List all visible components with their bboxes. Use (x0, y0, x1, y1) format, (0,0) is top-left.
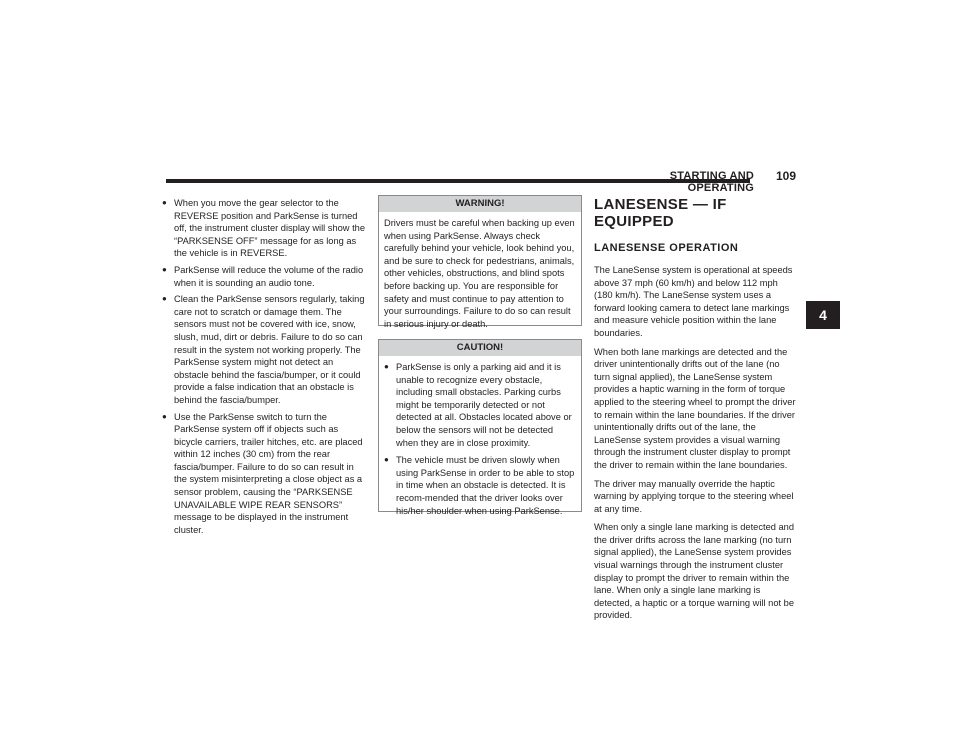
warning-text: Drivers must be careful when backing up even when using ParkSense. Always check carefully behind your vehicle, look behind you, and be sure to check for pedestrians, animals, other vehicles, obstructions, and blind spots before backing up. You are responsible for safety and must continue to pay attention to your surroundings. Failure to do so can result in serious injury or death. (384, 218, 575, 329)
page-number: 109 (776, 169, 797, 183)
subsection-heading: LANESENSE OPERATION (594, 242, 739, 254)
list-item-text: ParkSense is only a parking aid and it is unable to recognize every obstacle, including small obstacles. Parking curbs might be temporarily detected or not detected at all. Obstacles located above or below the sensors will not be detected when they are in close proximity. (396, 362, 572, 448)
list-item-text: ParkSense will reduce the volume of the radio when it is sounding an audio tone. (174, 264, 364, 288)
bullet-icon: ● (162, 411, 167, 421)
list-item (162, 293, 366, 406)
warning-box (378, 195, 582, 329)
paragraph: When only a single lane marking is detected and the driver drifts across the lane marking (no turn signal applied), the LaneSense system provides visual warnings through the instrument cluster display to prompt the driver to remain within the lane. When only a single lane marking is detected, a haptic or a torque warning will not be provided. (594, 522, 795, 621)
bullet-icon: ● (384, 362, 389, 371)
caution-bullet-list (384, 361, 576, 517)
section-heading: LANESENSE — IF EQUIPPED (594, 196, 727, 230)
list-item (384, 361, 576, 449)
list-item (162, 197, 366, 260)
left-bullet-list (162, 197, 366, 536)
list-item (384, 454, 576, 517)
paragraph: The driver may manually override the haptic warning by applying torque to the steering wheel at any time. (594, 478, 794, 514)
caution-title: CAUTION! (379, 340, 581, 356)
list-item (162, 264, 366, 289)
caution-box (378, 339, 582, 516)
bullet-icon: ● (162, 198, 167, 207)
section-title: STARTING AND OPERATING (669, 170, 754, 194)
paragraph: The LaneSense system is operational at speeds above 37 mph (60 km/h) and below 112 mph (180 km/h). The LaneSense system uses a forward looking camera to detect lane markings and measure vehicle position within the lane boundaries. (594, 265, 793, 338)
list-item (162, 411, 366, 537)
list-item-text: Use the ParkSense switch to turn the ParkSense system off if objects such as bicycle carriers, trailer hitches, etc. are placed within 12 inches (30 cm) from the rear fascia/bumper. Failure to do so can result in the system misinterpreting a close object as a sensor problem, causing the “PARKSENSE UNAVAILABLE WIPE REAR SENSORS” message to be displayed in the instrument cluster. (174, 411, 363, 535)
paragraph: When both lane markings are detected and the driver unintentionally drifts out of the lane (no turn signal applied), the LaneSense system provides a haptic warning in the form of torque applied to the steering wheel to prompt the driver to remain within the lane boundaries. If the driver unintentionally drifts out of the lane, the LaneSense system provides a visual warning through the instrument cluster display to prompt the driver to remain within the lane boundaries. (594, 346, 796, 470)
list-item-text: Clean the ParkSense sensors regularly, taking care not to scratch or damage them. The sensors must not be covered with ice, snow, slush, mud, dirt or debris. Failure to do so can result in the system not working properly. The ParkSense system might not detect an obstacle behind the fascia/bumper, or it could provide a false indication that an obstacle is behind the fascia/bumper. (174, 294, 365, 405)
bullet-icon: ● (384, 455, 389, 465)
left-column (162, 197, 366, 540)
warning-title: WARNING! (379, 196, 581, 212)
bullet-icon: ● (162, 264, 167, 274)
list-item-text: When you move the gear selector to the REVERSE position and ParkSense is turned off, the instrument cluster display will show the “PARKSENSE OFF” message for as long as the vehicle is in REVERSE. (174, 198, 366, 259)
right-column (594, 196, 798, 628)
bullet-icon: ● (162, 294, 167, 304)
list-item-text: The vehicle must be driven slowly when using ParkSense in order to be able to stop in time when an obstacle is detected. It is recom-mended that the driver looks over his/her shoulder when using ParkSense. (396, 455, 575, 516)
chapter-tab[interactable]: 4 (806, 301, 840, 329)
